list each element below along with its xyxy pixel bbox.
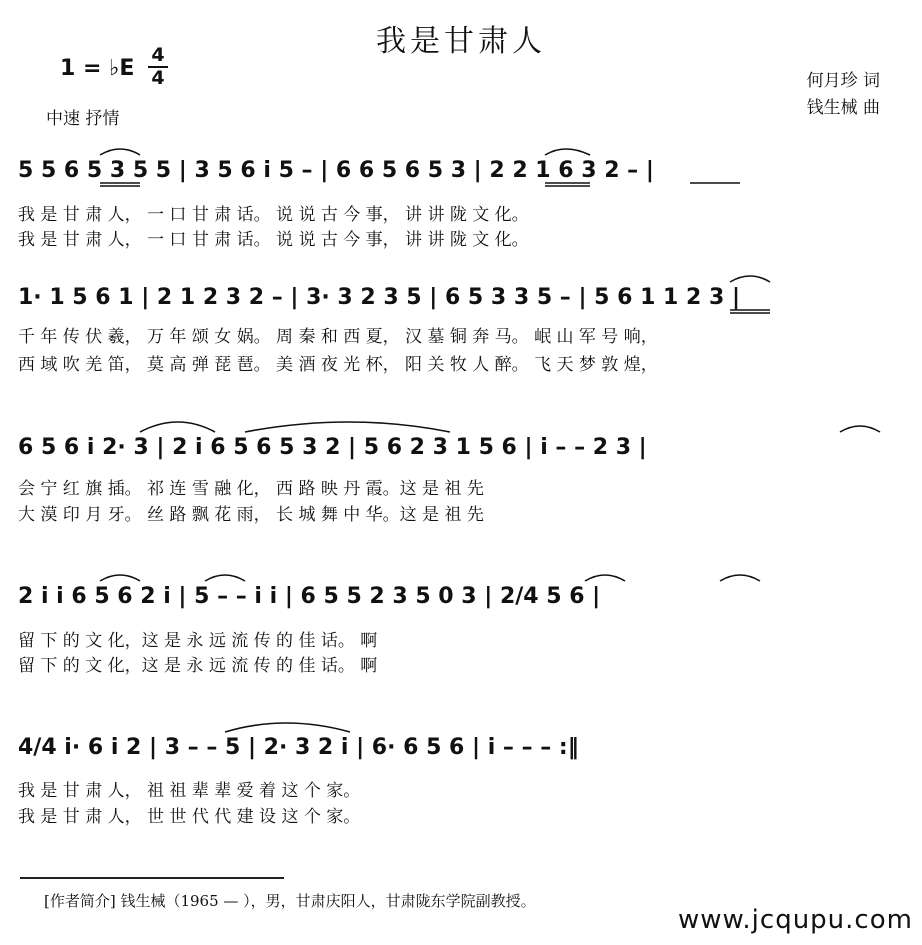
score-system-2-lyric-2: 西 域 吹 羌 笛， 莫 高 弹 琵 琶。 美 酒 夜 光 杯， 阳 关 牧 人 醉。 飞 天 梦 敦 煌， — [18, 355, 658, 375]
slur-mark — [585, 575, 625, 581]
score-system-5-notes: 4/4 i· 6 i 2 | 3 – – 5 | 2· 3 2 i | 6· 6 5 6 | i – – – :‖ — [18, 735, 579, 760]
score-system-3-notes: 6 5 6 i 2· 3 | 2 i 6 5 6 5 3 2 | 5 6 2 3 1 5 6 | i – – 2 3 | — [18, 435, 647, 460]
author-footnote: [作者简介] 钱生械（1965 — ），男，甘肃庆阳人，甘肃陇东学院副教授。 — [44, 892, 536, 910]
slur-mark — [205, 575, 245, 581]
score-system-5-lyric-1: 我 是 甘 肃 人， 祖 祖 辈 辈 爱 着 这 个 家。 — [18, 781, 361, 801]
score-system-3-lyric-2: 大 漠 印 月 牙。 丝 路 飘 花 雨， 长 城 舞 中 华。这 是 祖 先 — [18, 505, 484, 525]
tempo-marking: 中速 抒情 — [46, 109, 120, 129]
composer-credit: 钱生械 曲 — [806, 98, 880, 118]
time-signature-denominator: 4 — [151, 67, 165, 89]
slur-mark — [720, 575, 760, 581]
lyricist-credit: 何月珍 词 — [806, 71, 880, 91]
page-title: 我是甘肃人 — [376, 24, 546, 59]
score-system-3-lyric-1: 会 宁 红 旗 插。 祁 连 雪 融 化， 西 路 映 丹 霞。这 是 祖 先 — [18, 479, 484, 499]
slur-mark — [840, 426, 880, 432]
slur-mark — [100, 575, 140, 581]
score-system-2-lyric-1: 千 年 传 伏 羲， 万 年 颂 女 娲。 周 秦 和 西 夏， 汉 墓 铜 奔 马。 岷 山 军 号 响， — [18, 327, 658, 347]
score-system-4-lyric-1: 留 下 的 文 化，这 是 永 远 流 传 的 佳 话。 啊 — [18, 631, 378, 651]
slur-mark — [245, 422, 450, 432]
score-system-4-notes: 2 i i 6 5 6 2 i | 5 – – i i | 6 5 5 2 3 5 0 3 | 2/4 5 6 | — [18, 584, 601, 609]
slur-mark — [545, 149, 590, 155]
score-system-2-notes: 1· 1 5 6 1 | 2 1 2 3 2 – | 3· 3 2 3 5 | 6 5 3 3 5 – | 5 6 1 1 2 3 | — [18, 285, 740, 310]
footnote-divider — [20, 877, 284, 879]
slur-mark — [730, 276, 770, 282]
slur-mark — [140, 422, 215, 432]
slur-mark — [225, 723, 350, 732]
score-system-1-notes: 5 5 6 5 3 5 5 | 3 5 6 i 5 – | 6 6 5 6 5 3 | 2 2 1 6 3 2 – | — [18, 158, 654, 183]
slur-mark — [100, 149, 140, 155]
score-system-1-lyric-1: 我 是 甘 肃 人， 一 口 甘 肃 话。 说 说 古 今 事， 讲 讲 陇 文 化。 — [18, 205, 529, 225]
time-signature-numerator: 4 — [151, 44, 165, 66]
score-system-5-lyric-2: 我 是 甘 肃 人， 世 世 代 代 建 设 这 个 家。 — [18, 807, 361, 827]
score-system-1-lyric-2: 我 是 甘 肃 人， 一 口 甘 肃 话。 说 说 古 今 事， 讲 讲 陇 文 化。 — [18, 230, 529, 250]
site-watermark: www.jcqupu.com — [678, 905, 913, 935]
key-signature: 1 = ♭E — [60, 56, 135, 81]
score-system-4-lyric-2: 留 下 的 文 化，这 是 永 远 流 传 的 佳 话。 啊 — [18, 656, 378, 676]
